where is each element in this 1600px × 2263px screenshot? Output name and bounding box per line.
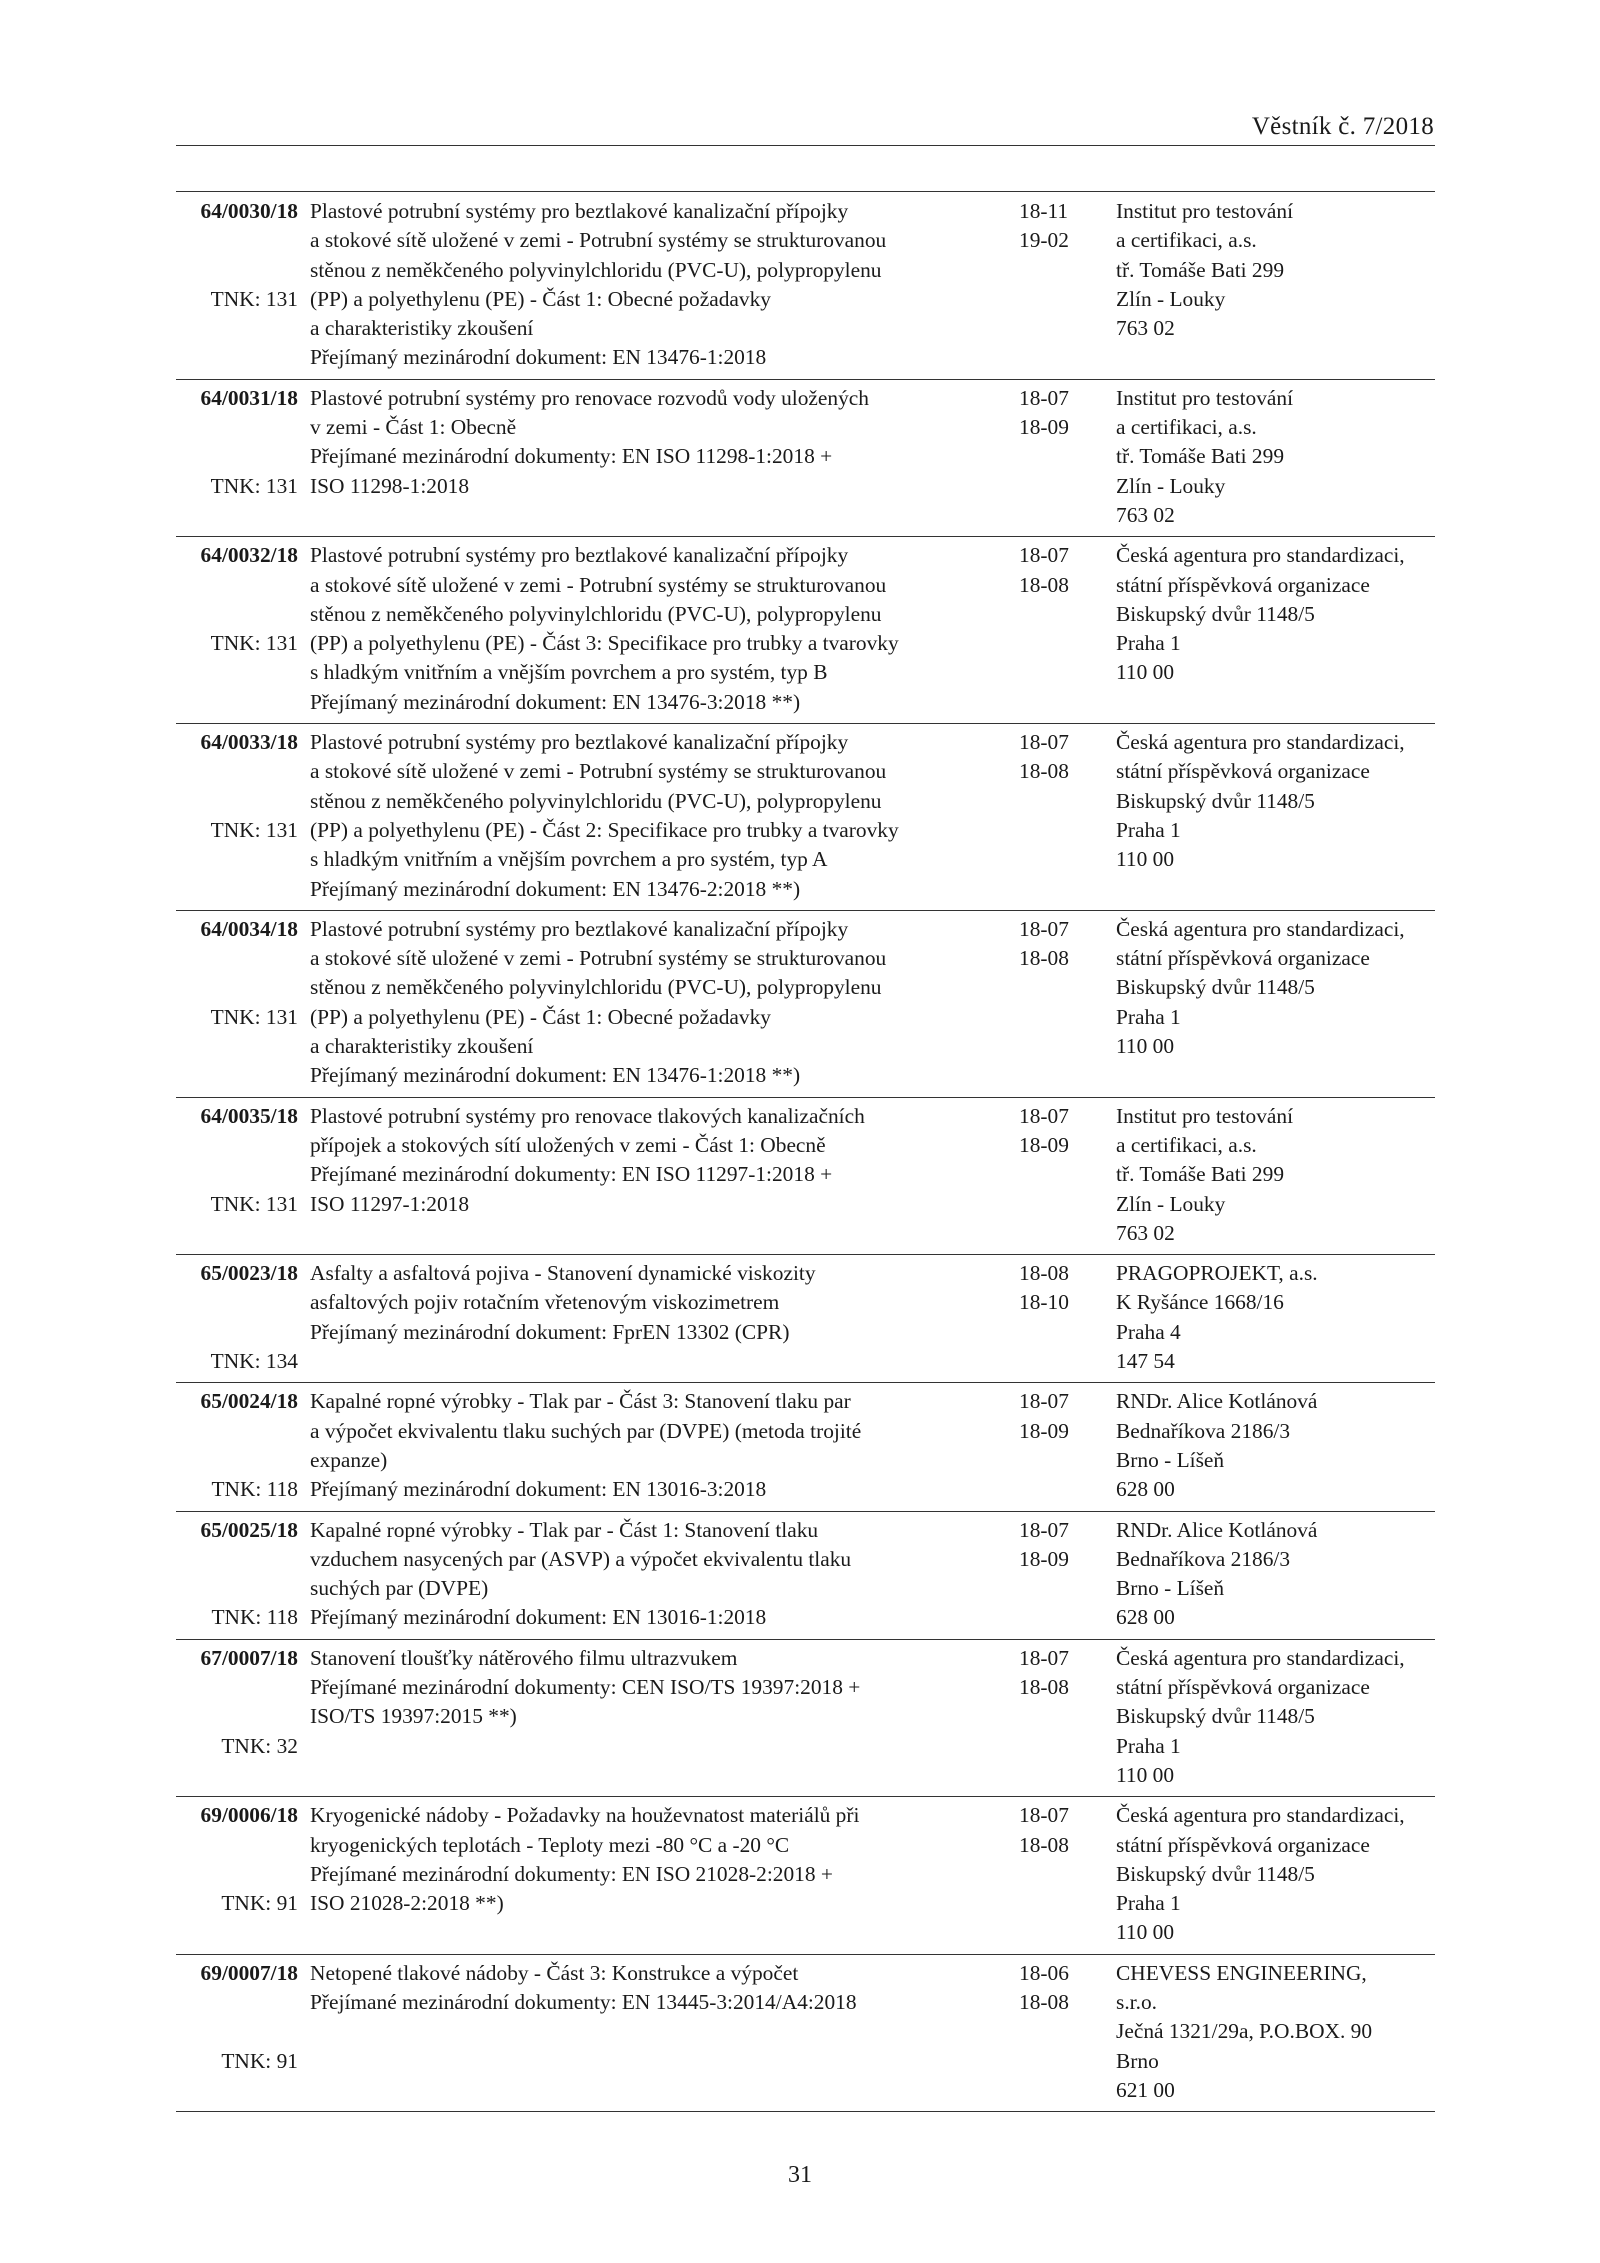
address-line: 110 00: [1116, 1034, 1175, 1059]
address-line: Brno: [1116, 2048, 1159, 2073]
title-line: Plastové potrubní systémy pro beztlakové kanalizační přípojky: [310, 199, 849, 223]
bulletin-header: Věstník č. 7/2018: [1251, 113, 1434, 140]
address-line: Česká agentura pro standardizaci,: [1116, 1645, 1405, 1670]
title-line: a charakteristiky zkoušení: [310, 316, 534, 341]
standard-entry: [176, 1098, 1435, 1256]
header-divider: [176, 145, 1435, 146]
standard-number: 69/0006/18: [200, 1803, 298, 1828]
address-line: Biskupský dvůr 1148/5: [1116, 1861, 1315, 1886]
date-value: 18-08: [1019, 1990, 1069, 2015]
standard-number: 64/0031/18: [200, 385, 298, 410]
entry-id-column: [176, 1387, 298, 1502]
title-line: ISO 11297-1:2018: [310, 1191, 470, 1216]
date-value: 18-08: [1019, 1261, 1069, 1286]
date-value: 18-07: [1019, 1645, 1069, 1670]
processor-address: [1116, 1801, 1435, 1947]
standard-number: 64/0034/18: [200, 916, 298, 941]
tnk-label: TNK: 131: [210, 817, 298, 842]
standard-title: [310, 197, 1000, 373]
address-line: Česká agentura pro standardizaci,: [1116, 730, 1405, 755]
address-line: a certifikaci, a.s.: [1116, 228, 1257, 253]
title-line: ISO/TS 19397:2015 **): [310, 1704, 517, 1729]
processor-address: [1116, 541, 1435, 687]
tnk-label: TNK: 131: [210, 473, 298, 498]
address-line: Praha 1: [1116, 631, 1181, 656]
tnk-label: TNK: 118: [211, 1605, 298, 1630]
title-line: Přejímané mezinárodní dokumenty: EN ISO 11297-1:2018 +: [310, 1162, 833, 1187]
address-line: státní příspěvková organizace: [1116, 946, 1370, 971]
title-line: přípojek a stokových sítí uložených v zemi - Část 1: Obecně: [310, 1132, 826, 1157]
date-value: 18-11: [1019, 199, 1069, 223]
date-value: 18-06: [1019, 1960, 1069, 1985]
processor-address: [1116, 1516, 1435, 1633]
address-line: RNDr. Alice Kotlánová: [1116, 1389, 1318, 1414]
title-line: Plastové potrubní systémy pro beztlakové kanalizační přípojky: [310, 543, 849, 568]
address-line: a certifikaci, a.s.: [1116, 1132, 1257, 1157]
date-value: 18-09: [1019, 1418, 1069, 1443]
address-line: Zlín - Louky: [1116, 473, 1226, 498]
processor-address: [1116, 915, 1435, 1061]
tnk-label: TNK: 32: [221, 1733, 298, 1758]
date-value: 18-07: [1019, 385, 1069, 410]
entry-id-column: [176, 197, 298, 311]
address-line: Praha 1: [1116, 1733, 1181, 1758]
standard-entry: [176, 1640, 1435, 1798]
standard-number: 64/0035/18: [200, 1103, 298, 1128]
tnk-label: TNK: 131: [210, 631, 298, 656]
standard-number: 64/0030/18: [200, 199, 298, 223]
standard-number: 69/0007/18: [200, 1960, 298, 1985]
title-line: Přejímaný mezinárodní dokument: FprEN 13302 (CPR): [310, 1319, 790, 1344]
address-line: tř. Tomáše Bati 299: [1116, 1162, 1285, 1187]
dates-column: [1019, 1801, 1089, 1860]
standard-entry: [176, 537, 1435, 724]
address-line: 110 00: [1116, 1920, 1175, 1945]
dates-column: [1019, 1259, 1089, 1318]
standard-entry: [176, 380, 1435, 538]
dates-column: [1019, 1102, 1089, 1161]
title-line: ISO 11298-1:2018: [310, 473, 470, 498]
processor-address: [1116, 1959, 1435, 2105]
tnk-label: TNK: 131: [210, 286, 298, 311]
title-line: Přejímané mezinárodní dokumenty: EN 13445-3:2014/A4:2018: [310, 1990, 857, 2015]
title-line: s hladkým vnitřním a vnějším povrchem a pro systém, typ A: [310, 847, 828, 872]
address-line: Brno - Líšeň: [1116, 1576, 1225, 1601]
dates-column: [1019, 541, 1089, 600]
standard-entry: [176, 1797, 1435, 1955]
title-line: a charakteristiky zkoušení: [310, 1034, 534, 1059]
date-value: 18-07: [1019, 916, 1069, 941]
standard-entry: [176, 724, 1435, 911]
address-line: 110 00: [1116, 847, 1175, 872]
title-line: Přejímaný mezinárodní dokument: EN 13476-1:2018: [310, 345, 767, 370]
date-value: 18-08: [1019, 1675, 1069, 1700]
standard-entry: [176, 193, 1435, 380]
address-line: státní příspěvková organizace: [1116, 759, 1370, 784]
address-line: 628 00: [1116, 1605, 1175, 1630]
entry-id-column: [176, 1102, 298, 1216]
title-line: stěnou z neměkčeného polyvinylchloridu (PVC-U), polypropylenu: [310, 257, 882, 282]
address-line: Zlín - Louky: [1116, 286, 1226, 311]
standard-entry: [176, 1955, 1435, 2113]
address-line: Bednaříkova 2186/3: [1116, 1418, 1291, 1443]
address-line: 621 00: [1116, 2077, 1175, 2102]
tnk-label: TNK: 131: [210, 1191, 298, 1216]
address-line: Biskupský dvůr 1148/5: [1116, 788, 1315, 813]
entry-id-column: [176, 1644, 298, 1758]
address-line: 763 02: [1116, 316, 1175, 341]
date-value: 18-07: [1019, 543, 1069, 568]
address-line: státní příspěvková organizace: [1116, 1675, 1370, 1700]
standard-title: [310, 541, 1000, 717]
address-line: 763 02: [1116, 502, 1175, 527]
address-line: Praha 1: [1116, 1891, 1181, 1916]
title-line: (PP) a polyethylenu (PE) - Část 3: Specifikace pro trubky a tvarovky: [310, 631, 899, 656]
page-number: 31: [788, 2162, 812, 2188]
date-value: 18-07: [1019, 1803, 1069, 1828]
address-line: Bednaříkova 2186/3: [1116, 1546, 1291, 1571]
address-line: 110 00: [1116, 660, 1175, 685]
title-line: Přejímané mezinárodní dokumenty: EN ISO 21028-2:2018 +: [310, 1861, 833, 1886]
title-line: Netopené tlakové nádoby - Část 3: Konstrukce a výpočet: [310, 1960, 799, 1985]
address-line: a certifikaci, a.s.: [1116, 415, 1257, 440]
title-line: s hladkým vnitřním a vnějším povrchem a pro systém, typ B: [310, 660, 828, 685]
entry-id-column: [176, 384, 298, 498]
title-line: stěnou z neměkčeného polyvinylchloridu (PVC-U), polypropylenu: [310, 975, 882, 1000]
dates-column: [1019, 728, 1089, 787]
address-line: Institut pro testování: [1116, 199, 1294, 223]
title-line: asfaltových pojiv rotačním vřetenovým viskozimetrem: [310, 1290, 780, 1315]
title-line: Asfalty a asfaltová pojiva - Stanovení dynamické viskozity: [310, 1261, 816, 1286]
tnk-label: TNK: 134: [210, 1349, 298, 1374]
standard-title: [310, 1102, 1000, 1219]
address-line: Biskupský dvůr 1148/5: [1116, 1704, 1315, 1729]
dates-column: [1019, 197, 1089, 256]
title-line: (PP) a polyethylenu (PE) - Část 2: Specifikace pro trubky a tvarovky: [310, 817, 899, 842]
standard-number: 65/0023/18: [200, 1261, 298, 1286]
processor-address: [1116, 1387, 1435, 1504]
address-line: Praha 4: [1116, 1319, 1181, 1344]
address-line: 147 54: [1116, 1349, 1175, 1374]
address-line: 628 00: [1116, 1477, 1175, 1502]
standard-entry: [176, 1255, 1435, 1383]
date-value: 18-07: [1019, 1517, 1069, 1542]
title-line: v zemi - Část 1: Obecně: [310, 415, 517, 440]
date-value: 18-08: [1019, 572, 1069, 597]
standard-entry: [176, 911, 1435, 1098]
standard-number: 65/0025/18: [200, 1517, 298, 1542]
processor-address: [1116, 1102, 1435, 1248]
standards-table: [176, 193, 1435, 2112]
address-line: státní příspěvková organizace: [1116, 572, 1370, 597]
address-line: Česká agentura pro standardizaci,: [1116, 543, 1405, 568]
standard-number: 64/0032/18: [200, 543, 298, 568]
address-line: RNDr. Alice Kotlánová: [1116, 1517, 1318, 1542]
date-value: 18-10: [1019, 1290, 1069, 1315]
standard-number: 65/0024/18: [200, 1389, 298, 1414]
address-line: tř. Tomáše Bati 299: [1116, 444, 1285, 469]
dates-column: [1019, 1644, 1089, 1703]
date-value: 18-08: [1019, 946, 1069, 971]
date-value: 18-07: [1019, 1103, 1069, 1128]
title-line: Přejímaný mezinárodní dokument: EN 13476-2:2018 **): [310, 876, 801, 901]
processor-address: [1116, 384, 1435, 530]
address-line: Česká agentura pro standardizaci,: [1116, 916, 1405, 941]
tnk-label: TNK: 131: [210, 1004, 298, 1029]
title-line: stěnou z neměkčeného polyvinylchloridu (PVC-U), polypropylenu: [310, 601, 882, 626]
date-value: 18-09: [1019, 415, 1069, 440]
address-line: 763 02: [1116, 1220, 1175, 1245]
entry-id-column: [176, 915, 298, 1029]
address-line: Biskupský dvůr 1148/5: [1116, 601, 1315, 626]
title-line: suchých par (DVPE): [310, 1576, 489, 1601]
title-line: Kryogenické nádoby - Požadavky na houževnatost materiálů při: [310, 1803, 860, 1828]
address-line: CHEVESS ENGINEERING,: [1116, 1960, 1367, 1985]
standard-title: [310, 915, 1000, 1091]
standard-title: [310, 1387, 1000, 1504]
standard-title: [310, 1644, 1000, 1732]
dates-column: [1019, 384, 1089, 443]
address-line: K Ryšánce 1668/16: [1116, 1290, 1284, 1315]
entry-id-column: [176, 1959, 298, 2073]
address-line: 110 00: [1116, 1762, 1175, 1787]
standard-title: [310, 1959, 1000, 2018]
date-value: 18-09: [1019, 1546, 1069, 1571]
address-line: Praha 1: [1116, 1004, 1181, 1029]
title-line: Kapalné ropné výrobky - Tlak par - Část 3: Stanovení tlaku par: [310, 1389, 851, 1414]
title-line: Plastové potrubní systémy pro renovace rozvodů vody uložených: [310, 385, 869, 410]
address-line: Praha 1: [1116, 817, 1181, 842]
title-line: a výpočet ekvivalentu tlaku suchých par (DVPE) (metoda trojité: [310, 1418, 862, 1443]
title-line: ISO 21028-2:2018 **): [310, 1891, 504, 1916]
entry-id-column: [176, 1516, 298, 1630]
title-line: (PP) a polyethylenu (PE) - Část 1: Obecné požadavky: [310, 1004, 771, 1029]
address-line: státní příspěvková organizace: [1116, 1832, 1370, 1857]
tnk-label: TNK: 118: [211, 1477, 298, 1502]
title-line: Přejímané mezinárodní dokumenty: EN ISO 11298-1:2018 +: [310, 444, 833, 469]
standard-entry: [176, 1383, 1435, 1511]
processor-address: [1116, 1644, 1435, 1790]
title-line: Přejímaný mezinárodní dokument: EN 13016-3:2018: [310, 1477, 767, 1502]
standard-title: [310, 1516, 1000, 1633]
address-line: PRAGOPROJEKT, a.s.: [1116, 1261, 1318, 1286]
address-line: tř. Tomáše Bati 299: [1116, 257, 1285, 282]
dates-column: [1019, 1959, 1089, 2018]
title-line: expanze): [310, 1447, 388, 1472]
address-line: s.r.o.: [1116, 1990, 1158, 2015]
address-line: Biskupský dvůr 1148/5: [1116, 975, 1315, 1000]
title-line: Plastové potrubní systémy pro beztlakové kanalizační přípojky: [310, 916, 849, 941]
dates-column: [1019, 1516, 1089, 1575]
standard-entry: [176, 1512, 1435, 1640]
address-line: Česká agentura pro standardizaci,: [1116, 1803, 1405, 1828]
entry-id-column: [176, 728, 298, 842]
title-line: a stokové sítě uložené v zemi - Potrubní systémy se strukturovanou: [310, 228, 887, 253]
processor-address: [1116, 1259, 1435, 1376]
title-line: a stokové sítě uložené v zemi - Potrubní systémy se strukturovanou: [310, 946, 887, 971]
title-line: Přejímaný mezinárodní dokument: EN 13016-1:2018: [310, 1605, 767, 1630]
table-top-divider: [176, 191, 1435, 192]
standard-number: 67/0007/18: [200, 1645, 298, 1670]
tnk-label: TNK: 91: [221, 1891, 298, 1916]
entry-id-column: [176, 1259, 298, 1374]
date-value: 19-02: [1019, 228, 1069, 253]
date-value: 18-08: [1019, 1832, 1069, 1857]
entry-id-column: [176, 541, 298, 656]
title-line: a stokové sítě uložené v zemi - Potrubní systémy se strukturovanou: [310, 759, 887, 784]
address-line: Brno - Líšeň: [1116, 1447, 1225, 1472]
title-line: Přejímaný mezinárodní dokument: EN 13476-1:2018 **): [310, 1063, 801, 1088]
address-line: Institut pro testování: [1116, 385, 1294, 410]
title-line: (PP) a polyethylenu (PE) - Část 1: Obecné požadavky: [310, 286, 771, 311]
standard-title: [310, 728, 1000, 904]
date-value: 18-07: [1019, 1389, 1069, 1414]
title-line: Plastové potrubní systémy pro renovace tlakových kanalizačních: [310, 1103, 865, 1128]
standard-title: [310, 1801, 1000, 1918]
standard-number: 64/0033/18: [200, 730, 298, 755]
title-line: Kapalné ropné výrobky - Tlak par - Část 1: Stanovení tlaku: [310, 1517, 819, 1542]
title-line: kryogenických teplotách - Teploty mezi -80 °C a -20 °C: [310, 1832, 790, 1857]
entry-id-column: [176, 1801, 298, 1916]
title-line: Přejímaný mezinárodní dokument: EN 13476-3:2018 **): [310, 689, 801, 714]
dates-column: [1019, 915, 1089, 974]
standard-title: [310, 384, 1000, 501]
title-line: Plastové potrubní systémy pro beztlakové kanalizační přípojky: [310, 730, 849, 755]
title-line: a stokové sítě uložené v zemi - Potrubní systémy se strukturovanou: [310, 572, 887, 597]
standard-title: [310, 1259, 1000, 1347]
date-value: 18-09: [1019, 1132, 1069, 1157]
title-line: Stanovení tloušťky nátěrového filmu ultrazvukem: [310, 1645, 738, 1670]
dates-column: [1019, 1387, 1089, 1446]
address-line: Ječná 1321/29a, P.O.BOX. 90: [1116, 2019, 1373, 2044]
title-line: stěnou z neměkčeného polyvinylchloridu (PVC-U), polypropylenu: [310, 788, 882, 813]
date-value: 18-08: [1019, 759, 1069, 784]
title-line: vzduchem nasycených par (ASVP) a výpočet ekvivalentu tlaku: [310, 1546, 852, 1571]
date-value: 18-07: [1019, 730, 1069, 755]
processor-address: [1116, 728, 1435, 874]
tnk-label: TNK: 91: [221, 2048, 298, 2073]
address-line: Institut pro testování: [1116, 1103, 1294, 1128]
address-line: Zlín - Louky: [1116, 1191, 1226, 1216]
title-line: Přejímané mezinárodní dokumenty: CEN ISO/TS 19397:2018 +: [310, 1675, 861, 1700]
processor-address: [1116, 197, 1435, 343]
